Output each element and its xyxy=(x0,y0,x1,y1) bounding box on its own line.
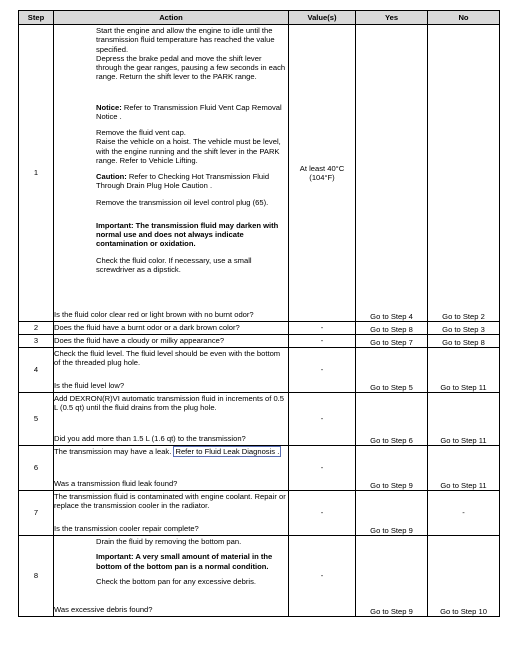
action-cell xyxy=(54,393,289,446)
instruction-text: Raise the vehicle on a hoist. The vehicle must be level, with the engine running and the shift lever in the PARK range. Refer to Vehicle Lifting. xyxy=(96,137,281,165)
table-row xyxy=(19,348,500,393)
yes-link[interactable]: Go to Step 9 xyxy=(356,491,428,536)
instruction-text: The transmission may have a leak. xyxy=(54,447,172,456)
table-header-row xyxy=(19,11,500,25)
question-text: Is the fluid color clear red or light brown with no burnt odor? xyxy=(54,309,254,319)
step-number: 1 xyxy=(19,25,54,322)
instruction-text: Add DEXRON(R)VI automatic transmission fluid in increments of 0.5 L (0.5 qt) until the fluid drains from the plug hole. xyxy=(54,394,285,413)
header-no: No xyxy=(428,11,500,25)
diagnostic-table xyxy=(18,10,500,617)
value-cell xyxy=(289,25,356,322)
action-cell xyxy=(54,335,289,348)
instruction-text: Drain the fluid by removing the bottom pan. xyxy=(96,537,242,546)
table-row xyxy=(19,446,500,491)
yes-link[interactable]: Go to Step 9 xyxy=(356,536,428,617)
no-link[interactable]: Go to Step 11 xyxy=(428,348,500,393)
action-cell xyxy=(54,446,289,491)
important-note: Important: The transmission fluid may darken with normal use and does not always indicate contamination or oxidation. xyxy=(96,220,279,249)
instruction-text: The transmission fluid is contaminated with engine coolant. Repair or replace the transmission cooler in the radiator. xyxy=(54,492,286,511)
table-row xyxy=(19,322,500,335)
notice-text: Refer to Transmission Fluid Vent Cap Removal Notice . xyxy=(96,102,282,121)
notice-label: Notice: xyxy=(96,102,122,112)
question-text: Did you add more than 1.5 L (1.6 qt) to the transmission? xyxy=(54,433,246,443)
header-yes: Yes xyxy=(356,11,428,25)
action-cell xyxy=(54,348,289,393)
table-row xyxy=(19,536,500,617)
step-number: 2 xyxy=(19,322,54,335)
yes-link[interactable]: Go to Step 9 xyxy=(356,446,428,491)
instructions xyxy=(54,25,288,276)
action-cell xyxy=(54,25,289,322)
instruction-text: Remove the fluid vent cap. xyxy=(96,128,186,137)
table-row xyxy=(19,335,500,348)
caution-text: Refer to Checking Hot Transmission Fluid Through Drain Plug Hole Caution . xyxy=(96,172,270,191)
step-number: 5 xyxy=(19,393,54,446)
action-cell xyxy=(54,536,289,617)
question-text: Was excessive debris found? xyxy=(54,604,153,614)
instructions xyxy=(54,536,288,588)
instruction-text: Start the engine and allow the engine to idle until the transmission fluid temperature has reached the value specified. xyxy=(96,26,275,54)
step-number: 4 xyxy=(19,348,54,393)
yes-link[interactable]: Go to Step 5 xyxy=(356,348,428,393)
no-link[interactable]: Go to Step 3 xyxy=(428,322,500,335)
header-values: Value(s) xyxy=(289,11,356,25)
question-text: Is the transmission cooler repair complete? xyxy=(54,523,199,533)
instruction-text: Check the bottom pan for any excessive debris. xyxy=(96,576,256,586)
instruction-block xyxy=(54,446,288,456)
caution-label: Caution: xyxy=(96,172,127,181)
fluid-leak-diagnosis-link[interactable]: Refer to Fluid Leak Diagnosis . xyxy=(175,447,280,456)
table-row xyxy=(19,491,500,536)
action-cell xyxy=(54,491,289,536)
no-link[interactable]: Go to Step 8 xyxy=(428,335,500,348)
instruction-text: Remove the transmission oil level control plug (65). xyxy=(96,197,269,207)
value-cell: - xyxy=(289,536,356,617)
yes-link[interactable]: Go to Step 8 xyxy=(356,322,428,335)
step-number: 3 xyxy=(19,335,54,348)
no-link[interactable]: Go to Step 11 xyxy=(428,393,500,446)
instruction-text: Check the fluid color. If necessary, use a small screwdriver as a dipstick. xyxy=(96,255,252,274)
value-cell: - xyxy=(289,322,356,335)
question-text: Does the fluid have a cloudy or milky appearance? xyxy=(54,336,225,345)
no-link[interactable]: Go to Step 11 xyxy=(428,446,500,491)
yes-link[interactable]: Go to Step 4 xyxy=(356,25,428,322)
value-cell: - xyxy=(289,446,356,491)
instruction-text: Check the fluid level. The fluid level should be even with the bottom of the threaded plug hole. xyxy=(54,349,281,368)
value-text: (104°F) xyxy=(309,173,335,182)
no-value: - xyxy=(428,491,500,536)
step-number: 6 xyxy=(19,446,54,491)
action-cell xyxy=(54,322,289,335)
step-number: 8 xyxy=(19,536,54,617)
important-note: Important: A very small amount of material in the bottom of the bottom pan is a normal condition. xyxy=(96,552,273,571)
no-link[interactable]: Go to Step 10 xyxy=(428,536,500,617)
question-text: Was a transmission fluid leak found? xyxy=(54,478,178,488)
table-row xyxy=(19,25,500,322)
question-text: Does the fluid have a burnt odor or a dark brown color? xyxy=(54,323,240,332)
instruction-text: Depress the brake pedal and move the shift lever through the gear ranges, pausing a few seconds in each range. Return the shift lever to the PARK range. xyxy=(96,53,286,82)
no-link[interactable]: Go to Step 2 xyxy=(428,25,500,322)
value-cell: - xyxy=(289,335,356,348)
question-text: Is the fluid level low? xyxy=(54,380,125,390)
value-cell: - xyxy=(289,348,356,393)
yes-link[interactable]: Go to Step 7 xyxy=(356,335,428,348)
step-number: 7 xyxy=(19,491,54,536)
value-cell: - xyxy=(289,491,356,536)
table-row xyxy=(19,393,500,446)
value-cell: - xyxy=(289,393,356,446)
header-action: Action xyxy=(54,11,289,25)
yes-link[interactable]: Go to Step 6 xyxy=(356,393,428,446)
header-step: Step xyxy=(19,11,54,25)
value-text: At least 40°C xyxy=(299,163,345,173)
